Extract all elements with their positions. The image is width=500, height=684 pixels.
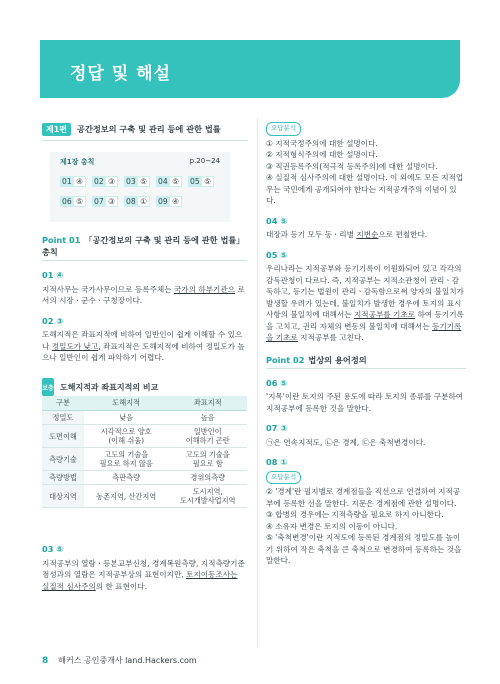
point-02-heading: Point 02 법상의 용어정의 [266, 354, 367, 365]
q08-number: 08 ① [266, 457, 288, 467]
q07-number: 07 ③ [266, 423, 288, 433]
q03-note-2: ② 지적형식주의에 대한 설명이다. [266, 150, 378, 159]
q08-note-1: ② '경계'란 필지별로 경계점들을 직선으로 연결하여 지적공부에 등록한 선을 말한다. 지문은 경계점에 관한 설명이다. [266, 487, 461, 508]
table-cell: 시각적으로 양호 (이해 쉬움) [84, 425, 169, 448]
supplement-tag: 보충 [42, 378, 54, 396]
table-row [42, 448, 247, 471]
point-02-rule [266, 368, 466, 369]
q06-text: '지목'이란 토지의 주된 용도에 따라 토지의 종류를 구분하여 지적공부에 등록한 것을 말한다. [266, 392, 464, 413]
answer-cell: 08 ① [124, 196, 150, 207]
table-row [42, 411, 247, 425]
footer-brand: 해커스 공인중개사 land.Hackers.com [58, 656, 197, 665]
answer-cell: 02 ③ [92, 176, 118, 187]
table-cell: 도시지역, 도시개발사업지역 [168, 485, 247, 508]
table-row [42, 485, 247, 508]
table-row-header: 대상지역 [42, 485, 84, 508]
answer-box-label: 제1장 총칙 [60, 158, 95, 166]
chapter-rule [42, 140, 248, 141]
answer-cell: 05 ⑤ [188, 176, 214, 187]
chapter-title: 공간정보의 구축 및 관리 등에 관한 법률 [77, 123, 221, 134]
q03-number: 03 ⑤ [42, 544, 64, 554]
q08-note-3: ④ 소유자 변경은 토지의 이동이 아니다. [266, 521, 398, 531]
table-header-row: 구분 도해지적 좌표지적 [42, 396, 247, 411]
answer-row-2 [60, 196, 182, 207]
table-cell: 고도의 기술을 필요로 하지 않음 [84, 448, 169, 471]
answer-cell: 06 ⑤ [60, 196, 86, 207]
q03-note-4: ④ 실질적 심사주의에 대한 설명이다. 이 외에도 모든 지적업무는 국민에게 공개되어야 한다는 지적공개주의 이념이 있다. [266, 173, 464, 205]
q03-note-3: ③ 직권등록주의(적극적 등록주의)에 대한 설명이다. [266, 161, 438, 171]
right-column [266, 122, 466, 567]
answer-cell: 04 ⑤ [156, 176, 182, 187]
q05-number: 05 ⑤ [266, 249, 288, 260]
page-title: 정답 및 해설 [70, 64, 171, 84]
answer-box-header [60, 157, 220, 167]
answer-cell: 03 ⑤ [124, 176, 150, 187]
table-row [42, 471, 247, 485]
q04-text: 대장과 등기 모두 동ㆍ리별 지번순으로 편철한다. [266, 230, 428, 239]
answer-cell: 01 ④ [60, 176, 86, 187]
q02-text: 도해지적은 좌표지적에 비하여 일반인이 쉽게 이해할 수 있으나 정밀도가 낮고, 좌표지적은 도해지적에 비하여 정밀도가 높으나 일반인이 쉽게 파악하기 어렵다. [42, 330, 245, 362]
q06-number: 06 ⑤ [266, 377, 288, 388]
page-footer [42, 655, 197, 666]
q08-note-4: ⑤ '축척변경'이란 지적도에 등록된 경계점의 정밀도를 높이기 위하여 작은 축척을 큰 축척으로 변경하여 등록하는 것을 말한다. [266, 533, 462, 565]
point-01-rule [42, 260, 247, 261]
page-number: 8 [42, 655, 49, 666]
table-row [42, 425, 247, 448]
q08-note-2: ③ 합병의 경우에는 지적측량을 필요로 하지 아니한다. [266, 510, 444, 519]
answer-row-1 [60, 176, 214, 187]
left-column-bottom [42, 535, 247, 592]
q01-number: 01 ④ [42, 270, 64, 280]
q02-number: 02 ③ [42, 315, 64, 326]
chapter-heading [42, 122, 221, 136]
table-cell: 일반인이 이해하기 곤란 [168, 425, 247, 448]
chapter-badge: 제1편 [42, 123, 71, 136]
table-cell: 높음 [168, 411, 247, 425]
q01-text: 지적사무는 국가사무이므로 등록주체는 국가의 하부기관으 로서의 시장ㆍ군수ㆍ구청장이다. [42, 284, 245, 305]
answer-box-pages: p.20~24 [189, 157, 220, 165]
q05-text: 우리나라는 지적공부와 등기기록이 이원화되어 있고 각각의 감독관청이 다르다. 즉, 지적공부는 지적소관청이 관리ㆍ감독하고, 등기는 법원이 관리ㆍ감독함으로써 양자의 불일치가 발생할 우려가 있는데, 불일치가 발생한 경우에 토지의 표시사항의 불일치에 대해서는 지적공부를 기초로 하여 등기기록을 고치고, 권리 자체의 변동의 불일치에 대해서는 등기기록을 기초로 지적공부를 고친다. [266, 264, 464, 342]
answer-cell: 09 ④ [156, 196, 182, 207]
q07-text: ㉠은 연속지적도, ㉡은 경계, ㉢은 축척변경이다. [266, 437, 426, 447]
wrong-answer-tag: 오답분석 [266, 122, 301, 136]
comparison-table [42, 396, 247, 508]
left-column-top [42, 234, 247, 364]
column-divider [257, 118, 258, 648]
table-cell: 경위의측량 [168, 471, 247, 485]
wrong-answer-tag: 오답분석 [266, 471, 301, 485]
table-cell: 낮음 [84, 411, 169, 425]
q04-number: 04 ⑤ [266, 215, 288, 226]
table-row-header: 도면이해 [42, 425, 84, 448]
comparison-heading [42, 378, 158, 396]
table-cell: 측판측량 [84, 471, 169, 485]
table-cell: 농촌지역, 산간지역 [84, 485, 169, 508]
point-01-heading: Point 01 「공간정보의 구축 및 관리 등에 관한 법률」 총칙 [42, 235, 245, 257]
answer-cell: 07 ③ [92, 196, 118, 207]
table-cell: 고도의 기술을 필요로 함 [168, 448, 247, 471]
comparison-title: 도해지적과 좌표지적의 비교 [60, 382, 159, 392]
table-row-header: 측량기술 [42, 448, 84, 471]
table-row-header: 측량방법 [42, 471, 84, 485]
q03-note-1: ① 지적국정주의에 대한 설명이다. [266, 138, 378, 148]
table-row-header: 정밀도 [42, 411, 84, 425]
q03-text: 지적공부의 열람ㆍ등본교부신청, 경계복원측량, 지적측량기준점성과의 열람은 지적공부상의 표현이지만, 토지이동조사는 실질적 심사주의의 한 표현이다. [42, 558, 245, 591]
